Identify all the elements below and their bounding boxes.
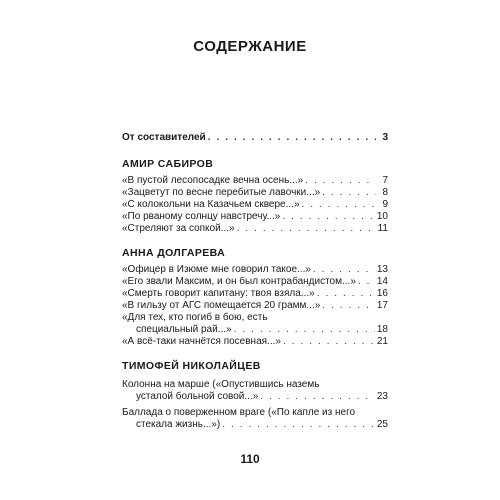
toc-entry-title: От составителей [122,132,206,143]
toc-entry-page: 11 [377,223,388,234]
toc-entry[interactable] [122,264,388,276]
page-title: СОДЕРЖАНИЕ [193,38,307,55]
leader-dots [282,211,375,223]
leader-dots [237,223,376,235]
leader-dots [234,324,375,336]
toc-entry-title: «Стреляют за сопкой...» [122,223,235,234]
toc-entry-page: 3 [382,132,388,143]
toc-entry-title-line1[interactable]: Колонна на марше («Опустившись наземь [122,379,320,390]
toc-entry[interactable] [122,199,388,211]
section-author: АМИР САБИРОВ [122,158,214,170]
toc-entry-title-line1[interactable]: «Для тех, кто погиб в бою, есть [122,312,268,323]
toc-entry-title: «Офицер в Изюме мне говорил такое...» [122,264,311,275]
leader-dots [208,132,376,144]
toc-entry[interactable] [122,223,388,235]
toc-entry-page: 17 [376,300,388,311]
toc-entry-title: «А всё-таки начнётся посевная...» [122,336,281,347]
toc-entry[interactable] [122,211,388,223]
leader-dots [305,175,376,187]
toc-entry-page: 23 [376,391,388,402]
leader-dots [260,391,375,403]
toc-entry[interactable] [122,276,388,288]
toc-entry-page: 8 [382,187,388,198]
toc-entry-title-cont: усталой больной совой...» [136,391,259,402]
toc-entry[interactable] [122,391,388,403]
table-of-contents [122,132,388,431]
toc-entry-page: 18 [376,324,388,335]
section-author: ТИМОФЕЙ НИКОЛАЙЦЕВ [122,360,261,372]
toc-entry-title: «Смерть говорит капитану: твоя взяла...» [122,288,315,299]
toc-entry-title-line1[interactable]: Баллада о поверженном враге («По капле из него [122,407,356,418]
section-author: АННА ДОЛГАРЕВА [122,247,226,259]
leader-dots [302,199,376,211]
leader-dots [222,419,375,431]
toc-entry-title: «Зацветут по весне перебитые лавочки...» [122,187,321,198]
toc-entry-page: 16 [376,288,388,299]
page-number: 110 [240,452,260,466]
toc-entry-page: 10 [376,211,388,222]
toc-entry-title: «Его звали Максим, и он был контрабандистом...» [122,276,356,287]
toc-entry[interactable] [122,419,388,431]
toc-entry-page: 14 [376,276,388,287]
toc-entry[interactable] [122,300,388,312]
leader-dots [322,300,375,312]
leader-dots [317,288,375,300]
leader-dots [283,336,375,348]
toc-entry-title: «По рваному солнцу навстречу...» [122,211,281,222]
toc-entry-title: «С колокольни на Казачьем сквере...» [122,199,300,210]
toc-entry[interactable] [122,336,388,348]
toc-entry-title-cont: стекала жизнь...») [136,419,221,430]
leader-dots [313,264,375,276]
toc-entry[interactable] [122,324,388,336]
toc-entry[interactable] [122,288,388,300]
toc-entry[interactable] [122,175,388,187]
leader-dots [322,187,376,199]
leader-dots [358,276,375,288]
toc-entry-title-cont: специальный рай...» [136,324,232,335]
toc-entry-page: 7 [382,175,388,186]
toc-entry-page: 13 [376,264,388,275]
toc-entry-page: 21 [376,336,388,347]
toc-entry-intro[interactable] [122,132,388,144]
toc-entry-title: «В гильзу от АГС помещается 20 грамм...» [122,300,321,311]
toc-entry[interactable] [122,187,388,199]
toc-entry-page: 9 [382,199,388,210]
toc-entry-page: 25 [376,419,388,430]
toc-entry-title: «В пустой лесопосадке вечна осень...» [122,175,304,186]
